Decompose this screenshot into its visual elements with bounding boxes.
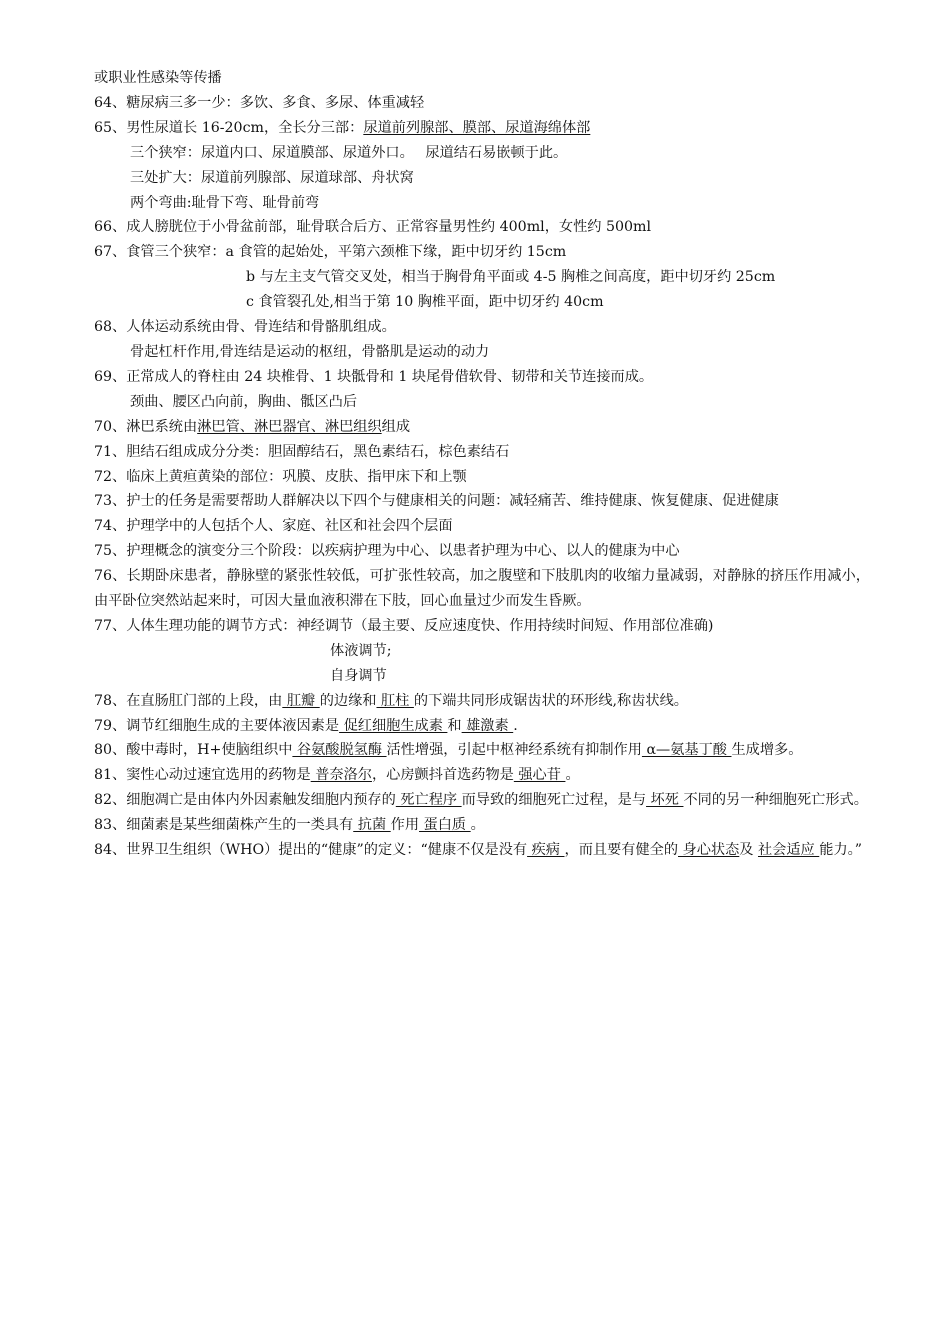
text-run: 83、细菌素是某些细菌株产生的一类具有 [94,817,354,834]
text-run: 77、人体生理功能的调节方式：神经调节（最主要、反应速度快、作用持续时间短、作用部位准确) [94,617,714,634]
text-line [94,788,870,813]
text-line [94,166,870,191]
text-run: 生成增多。 [731,742,803,759]
text-run: 76、长期卧床患者，静脉壁的紧张性较低，可扩张性较高，加之腹壁和下肢肌肉的收缩力量减弱，对静脉的挤压作用减小，由平卧位突然站起来时，可因大量血液积滞在下肢，回心血量过少而发生昏厥。 [94,568,870,610]
text-line [94,240,870,265]
text-run: ，而且要有健全的 [564,842,679,859]
underlined-term: 抗菌 [353,817,391,834]
underlined-term: 疾病 [527,842,565,859]
text-line [94,340,870,365]
text-run: 66、成人膀胱位于小骨盆前部，耻骨联合后方、正常容量男性约 400ml，女性约 500ml [94,219,652,236]
underlined-term: 社会适应 [757,842,820,859]
text-run: 69、正常成人的脊柱由 24 块椎骨、1 块骶骨和 1 块尾骨借软骨、韧带和关节连接而成。 [94,368,654,385]
text-line [94,639,870,664]
underlined-term: 雄激素 [461,717,514,734]
underlined-term: 坏死 [646,792,684,809]
text-line [94,290,870,315]
underlined-term: 促红细胞生成素 [339,717,448,734]
text-run: 和 [447,717,462,734]
text-run: c 食管裂孔处,相当于第 10 胸椎平面，距中切牙约 40cm [246,294,604,311]
underlined-term: α—氨基丁酸 [641,742,732,759]
text-run: 84、世界卫生组织（WHO）提出的“健康”的定义：“健康不仅是没有 [94,842,528,859]
text-line [94,315,870,340]
underlined-term: 肛瓣 [282,692,320,709]
text-line [94,66,870,91]
text-run: 。 [470,817,485,834]
text-line [94,539,870,564]
text-line [94,215,870,240]
text-line [94,191,870,216]
underlined-term: 淋巴管、淋巴器官、淋巴组织 [197,418,382,435]
text-run: 75、护理概念的演变分三个阶段：以疾病护理为中心、以患者护理为中心、以人的健康为中心 [94,543,680,560]
text-run: 72、临床上黄疸黄染的部位：巩膜、皮肤、指甲床下和上颚 [94,468,467,485]
text-line [94,813,870,838]
text-run: . [513,717,518,734]
text-run: 的下端共同形成锯齿状的环形线,称齿状线。 [413,692,688,709]
text-run: 能力。” [819,842,862,859]
underlined-term: 蛋白质 [419,817,471,834]
text-run: 81、窦性心动过速宜选用的药物是 [94,767,311,784]
text-run: 80、酸中毒时，H+使脑组织中 [94,742,293,759]
text-line [94,564,870,614]
text-run: 体液调节; [330,642,392,659]
underlined-term: 死亡程序 [395,792,462,809]
text-run: 不同的另一种细胞死亡形式。 [683,792,868,809]
text-run: 或职业性感染等传播 [94,70,222,86]
text-run: 组成 [381,418,411,435]
text-line [94,265,870,290]
underlined-term: 强心苷 [513,767,566,784]
underlined-term: 肛柱 [376,692,414,709]
text-run: 70、淋巴系统由 [94,418,198,435]
text-run: 而导致的细胞死亡过程，是与 [461,792,647,809]
text-line [94,714,870,739]
text-line [94,465,870,490]
text-run: 及 [739,842,758,859]
text-run: 自身调节 [330,667,387,684]
text-run: 67、食管三个狭窄：a 食管的起始处，平第六颈椎下缘，距中切牙约 15cm [94,244,567,261]
text-run: 作用 [390,817,420,834]
text-run: 78、在直肠肛门部的上段，由 [94,692,283,709]
text-run: 活性增强，引起中枢神经系统有抑制作用 [386,742,642,759]
text-run: ，心房颤抖首选药物是 [371,767,514,784]
text-line [94,738,870,763]
text-run: 74、护理学中的人包括个人、家庭、社区和社会四个层面 [94,518,453,535]
text-line [94,440,870,465]
text-run: 。 [565,767,580,784]
text-run: 64、糖尿病三多一少：多饮、多食、多尿、体重减轻 [94,94,425,111]
text-line [94,141,870,166]
underlined-term: 普奈洛尔 [310,767,372,784]
text-line [94,489,870,514]
text-run: 的边缘和 [319,692,377,709]
document-page [94,66,870,863]
text-run: 骨起杠杆作用,骨连结是运动的枢纽，骨骼肌是运动的动力 [130,343,490,360]
text-line [94,838,870,863]
underlined-term: 身心状态 [678,842,740,859]
text-run: 两个弯曲:耻骨下弯、耻骨前弯 [130,194,320,211]
underlined-term: 谷氨酸脱氢酶 [292,742,387,759]
underlined-term: 尿道前列腺部、膜部、尿道海绵体部 [363,119,591,136]
text-line [94,390,870,415]
text-line [94,689,870,714]
text-line [94,91,870,116]
text-run: 82、细胞凋亡是由体内外因素触发细胞内预存的 [94,792,396,809]
text-run: 68、人体运动系统由骨、骨连结和骨骼肌组成。 [94,319,396,336]
text-run: 65、男性尿道长 16-20cm，全长分三部： [94,119,364,136]
text-run: 三个狭窄：尿道内口、尿道膜部、尿道外口。 尿道结石易嵌顿于此。 [130,144,568,161]
text-line [94,614,870,639]
text-line [94,365,870,390]
text-line [94,415,870,440]
text-run: b 与左主支气管交叉处，相当于胸骨角平面或 4-5 胸椎之间高度，距中切牙约 25cm [246,269,776,286]
text-run: 79、调节红细胞生成的主要体液因素是 [94,717,340,734]
text-run: 73、护士的任务是需要帮助人群解决以下四个与健康相关的问题：减轻痛苦、维持健康、恢复健康、促进健康 [94,493,779,510]
text-run: 71、胆结石组成成分分类：胆固醇结石，黑色素结石，棕色素结石 [94,443,510,460]
text-run: 颈曲、腰区凸向前，胸曲、骶区凸后 [130,393,358,410]
text-run: 三处扩大：尿道前列腺部、尿道球部、舟状窝 [130,169,414,186]
text-line [94,664,870,689]
text-line [94,116,870,141]
text-line [94,514,870,539]
text-line [94,763,870,788]
